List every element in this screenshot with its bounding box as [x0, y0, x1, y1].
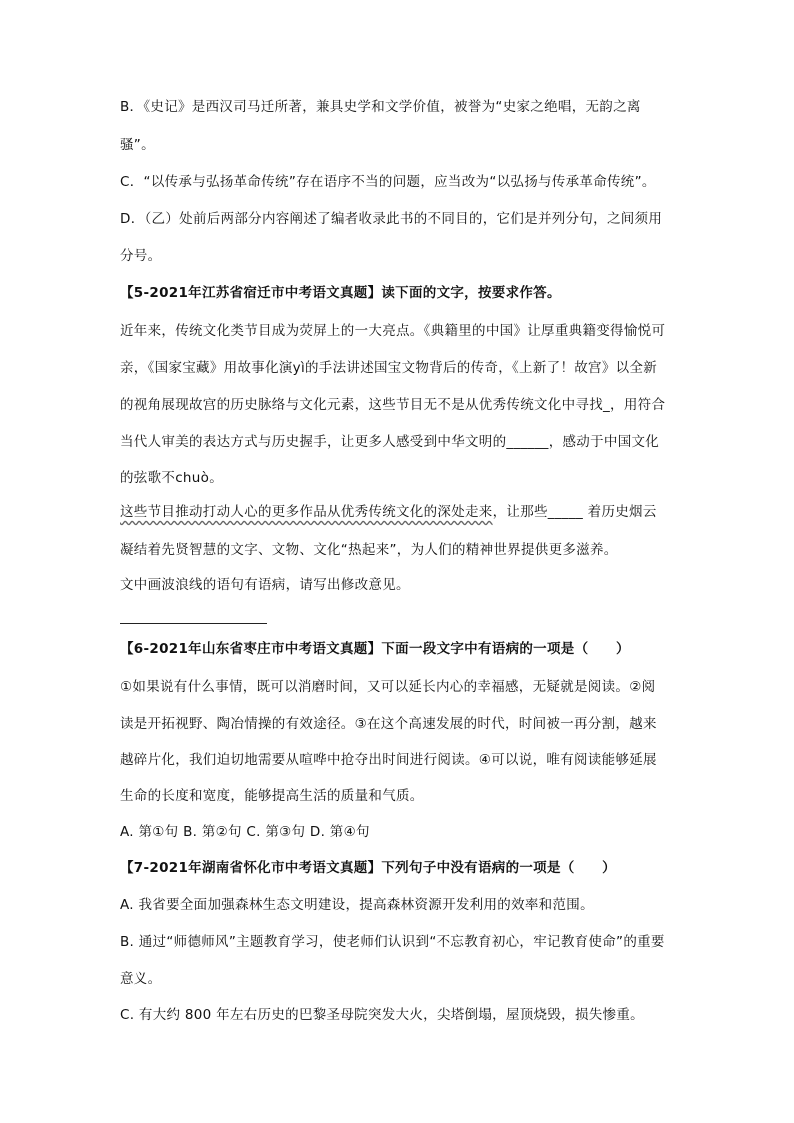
- option-d-line-2: 分号。: [120, 248, 162, 264]
- q7-option-a: A. 我省要全面加强森林生态文明建设，提高森林资源开发利用的效率和范围。: [120, 897, 594, 913]
- q7-option-b-line-1: B. 通过“师德师风”主题教育学习，使老师们认识到“不忘教育初心，牢记教育使命”的重要: [120, 934, 665, 950]
- q6-text-line-1: ①如果说有什么事情，既可以消磨时间，又可以延长内心的幸福感，无疑就是阅读。②阅: [120, 679, 656, 695]
- passage-line-4: 当代人审美的表达方式与历史握手，让更多人感受到中华文明的______，感动于中国文化: [120, 434, 660, 450]
- option-d-line-1: D．（乙）处前后两部分内容阐述了编者收录此书的不同目的，它们是并列分句，之间须用: [120, 211, 663, 227]
- passage-question: 文中画波浪线的语句有语病，请写出修改意见。: [120, 577, 410, 593]
- separator-rule: [120, 623, 267, 624]
- question-5-header: 【5-2021年江苏省宿迁市中考语文真题】读下面的文字，按要求作答。: [120, 285, 561, 301]
- q6-text-line-2: 读是开拓视野、陶冶情操的有效途径。③在这个高速发展的时代，时间被一再分割，越来: [120, 716, 657, 732]
- wavy-underlined-sentence: 这些节目推动打动人心的更多作品从优秀传统文化的深处走来: [120, 504, 493, 520]
- passage-line-6-rest: ，让那些_____ 着历史烟云: [492, 504, 657, 520]
- passage-line-1: 近年来，传统文化类节目成为荧屏上的一大亮点。《典籍里的中国》让厚重典籍变得愉悦可: [120, 323, 666, 339]
- passage-line-7: 凝结着先贤智慧的文字、文物、文化“热起来”，为人们的精神世界提供更多滋养。: [120, 542, 618, 558]
- option-c-line: C．“以传承与弘扬革命传统”存在语序不当的问题，应当改为“以弘扬与传承革命传统”。: [120, 174, 656, 190]
- passage-line-6: [120, 503, 657, 521]
- q7-option-b-line-2: 意义。: [120, 971, 162, 987]
- option-b-line-1: B．《史记》是西汉司马迁所著，兼具史学和文学价值，被誉为“史家之绝唱，无韵之离: [120, 99, 641, 115]
- question-7-header: 【7-2021年湖南省怀化市中考语文真题】下列句子中没有语病的一项是（ ）: [120, 860, 616, 876]
- question-6-header: 【6-2021年山东省枣庄市中考语文真题】下面一段文字中有语病的一项是（ ）: [120, 641, 630, 657]
- passage-line-2: 亲，《国家宝藏》用故事化演yì的手法讲述国宝文物背后的传奇，《上新了！故宫》以全新: [120, 360, 658, 376]
- option-b-line-2: 骚”。: [120, 137, 155, 153]
- passage-line-3: 的视角展现故宫的历史脉络与文化元素，这些节目无不是从优秀传统文化中寻找_，用符合: [120, 397, 666, 413]
- q6-options: A. 第①句 B. 第②句 C. 第③句 D. 第④句: [120, 824, 370, 840]
- q7-option-c: C. 有大约 800 年左右历史的巴黎圣母院突发大火，尖塔倒塌，屋顶烧毁，损失惨重。: [120, 1007, 644, 1023]
- passage-line-5: 的弦歌不chuò。: [120, 470, 223, 486]
- q6-text-line-3: 越碎片化，我们迫切地需要从喧哗中抢夺出时间进行阅读。④可以说，唯有阅读能够延展: [120, 752, 657, 768]
- q6-text-line-4: 生命的长度和宽度，能够提高生活的质量和气质。: [120, 788, 424, 804]
